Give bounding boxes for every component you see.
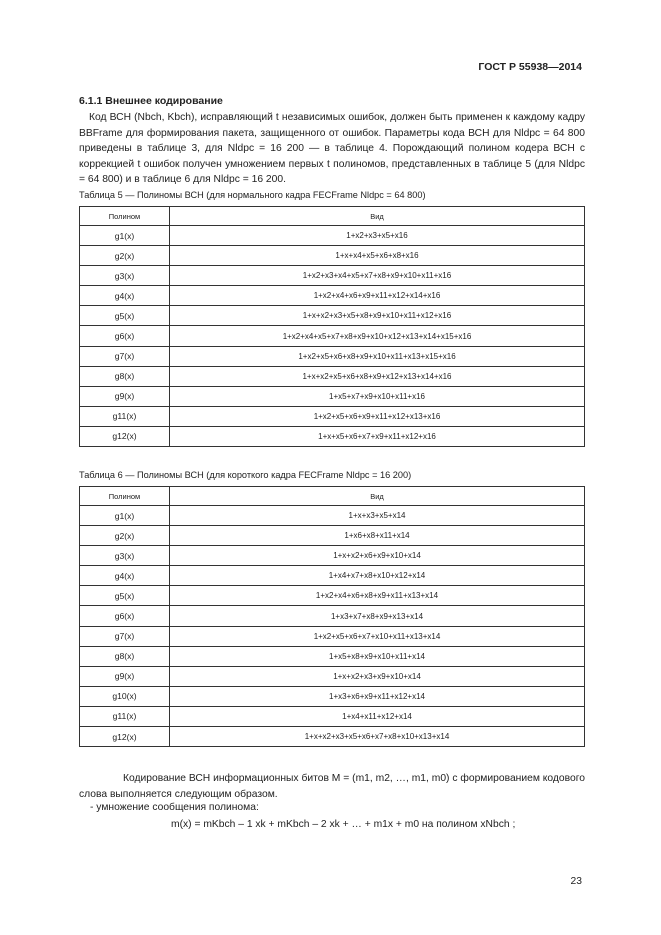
section-title: 6.1.1 Внешнее кодирование <box>79 95 223 107</box>
table-row <box>80 306 585 326</box>
poly-cell: g5(x) <box>80 586 170 606</box>
table-row <box>80 546 585 566</box>
form-cell: 1+x2+x4+x6+x8+x9+x11+x13+x14 <box>170 586 585 606</box>
poly-cell: g3(x) <box>80 546 170 566</box>
form-cell: 1+x+x2+x3+x5+x8+x9+x10+x11+x12+x16 <box>170 306 585 326</box>
form-cell: 1+x+x2+x6+x9+x10+x14 <box>170 546 585 566</box>
table-row <box>80 326 585 346</box>
form-cell: 1+x+x4+x5+x6+x8+x16 <box>170 246 585 266</box>
form-cell: 1+x2+x5+x6+x8+x9+x10+x11+x13+x15+x16 <box>170 346 585 366</box>
form-cell: 1+x6+x8+x11+x14 <box>170 526 585 546</box>
poly-cell: g2(x) <box>80 246 170 266</box>
form-cell: 1+x+x5+x6+x7+x9+x11+x12+x16 <box>170 426 585 446</box>
table-row <box>80 426 585 446</box>
table5-header-poly: Полином <box>80 207 170 226</box>
poly-cell: g8(x) <box>80 646 170 666</box>
poly-cell: g6(x) <box>80 606 170 626</box>
form-cell: 1+x2+x5+x6+x7+x10+x11+x13+x14 <box>170 626 585 646</box>
page-number: 23 <box>570 876 582 887</box>
table-row <box>80 566 585 586</box>
poly-cell: g4(x) <box>80 566 170 586</box>
poly-cell: g4(x) <box>80 286 170 306</box>
standard-header: ГОСТ Р 55938—2014 <box>478 61 582 73</box>
form-cell: 1+x2+x5+x6+x9+x11+x12+x13+x16 <box>170 406 585 426</box>
paragraph-2: Кодирование ВСН информационных битов M = (m1, m2, …, m1, m0) с формированием кодового слова выполняется следующим образом. <box>79 773 585 800</box>
table-row <box>80 606 585 626</box>
table-row <box>80 666 585 686</box>
poly-cell: g7(x) <box>80 626 170 646</box>
table-row <box>80 727 585 747</box>
form-cell: 1+x+x2+x3+x9+x10+x14 <box>170 666 585 686</box>
table5-caption: Таблица 5 — Полиномы ВСН (для нормального кадра FECFrame Nldpc = 64 800) <box>79 190 426 200</box>
poly-cell: g11(x) <box>80 706 170 726</box>
poly-cell: g7(x) <box>80 346 170 366</box>
poly-cell: g9(x) <box>80 666 170 686</box>
poly-cell: g10(x) <box>80 686 170 706</box>
form-cell: 1+x+x3+x5+x14 <box>170 506 585 526</box>
form-cell: 1+x3+x7+x8+x9+x13+x14 <box>170 606 585 626</box>
form-cell: 1+x4+x11+x12+x14 <box>170 706 585 726</box>
table-row <box>80 346 585 366</box>
form-cell: 1+x+x2+x3+x5+x6+x7+x8+x10+x13+x14 <box>170 727 585 747</box>
poly-cell: g12(x) <box>80 426 170 446</box>
table-6 <box>79 486 585 747</box>
table-row <box>80 286 585 306</box>
table6-caption: Таблица 6 — Полиномы ВСН (для короткого кадра FECFrame Nldpc = 16 200) <box>79 470 412 480</box>
form-cell: 1+x2+x4+x5+x7+x8+x9+x10+x12+x13+x14+x15+x16 <box>170 326 585 346</box>
poly-cell: g6(x) <box>80 326 170 346</box>
poly-cell: g9(x) <box>80 386 170 406</box>
form-cell: 1+x5+x8+x9+x10+x11+x14 <box>170 646 585 666</box>
poly-cell: g3(x) <box>80 266 170 286</box>
form-cell: 1+x3+x6+x9+x11+x12+x14 <box>170 686 585 706</box>
paragraph-1: Код ВСН (Nbch, Kbch), исправляющий t независимых ошибок, должен быть применен к каждому кадру BBFrame для формирования пакета, защищенного от ошибок. Параметры кода ВСН для Nldpc = 64 800 приведены в таблице 3, для Nldpc = 16 200 — в таблице 4. Порождающий полином кодера ВСН с коррекцией t ошибок получен умножением первых t полиномов, представленных в таблице 5 (для Nldpc = 64 800) и в таблице 6 для Nldpc = 16 200. <box>79 112 585 186</box>
table-row <box>80 246 585 266</box>
form-cell: 1+x5+x7+x9+x10+x11+x16 <box>170 386 585 406</box>
form-cell: 1+x+x2+x5+x6+x8+x9+x12+x13+x14+x16 <box>170 366 585 386</box>
form-cell: 1+x2+x4+x6+x9+x11+x12+x14+x16 <box>170 286 585 306</box>
table-row <box>80 266 585 286</box>
table-row <box>80 646 585 666</box>
poly-cell: g11(x) <box>80 406 170 426</box>
table-row <box>80 526 585 546</box>
table5-header-form: Вид <box>170 207 585 226</box>
form-cell: 1+x2+x3+x5+x16 <box>170 226 585 246</box>
poly-cell: g2(x) <box>80 526 170 546</box>
form-cell: 1+x2+x3+x4+x5+x7+x8+x9+x10+x11+x16 <box>170 266 585 286</box>
table-5 <box>79 206 585 447</box>
table-row <box>80 586 585 606</box>
table6-header-poly: Полином <box>80 487 170 506</box>
form-cell: 1+x4+x7+x8+x10+x12+x14 <box>170 566 585 586</box>
table-row <box>80 626 585 646</box>
poly-cell: g1(x) <box>80 506 170 526</box>
table-row <box>80 506 585 526</box>
table-row <box>80 406 585 426</box>
poly-cell: g1(x) <box>80 226 170 246</box>
table-row <box>80 386 585 406</box>
list-item: - умножение сообщения полинома: <box>90 802 259 813</box>
poly-cell: g5(x) <box>80 306 170 326</box>
table6-header-form: Вид <box>170 487 585 506</box>
formula: m(x) = mKbch – 1 xk + mKbch – 2 xk + … + m1x + m0 на полином xNbch ; <box>171 819 516 830</box>
table-row <box>80 226 585 246</box>
poly-cell: g8(x) <box>80 366 170 386</box>
table-row <box>80 366 585 386</box>
poly-cell: g12(x) <box>80 727 170 747</box>
table-row <box>80 686 585 706</box>
table-row <box>80 706 585 726</box>
